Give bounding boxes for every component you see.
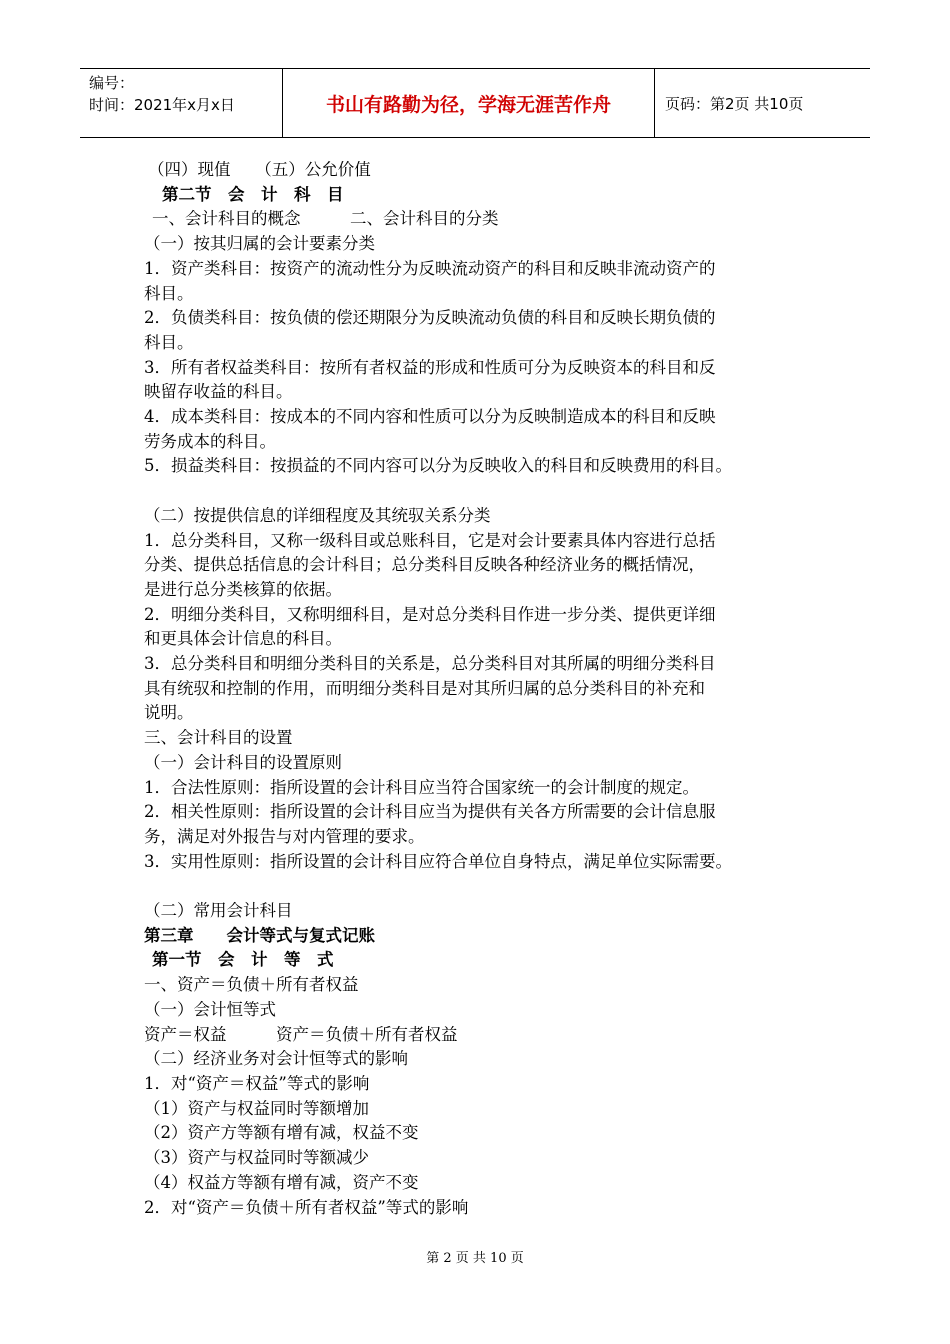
text-line: （3）资产与权益同时等额减少 <box>144 1148 369 1168</box>
document-body <box>144 158 834 1220</box>
number-label: 编号： <box>89 74 135 92</box>
text-line: 2．负债类科目：按负债的偿还期限分为反映流动负债的科目和反映长期负债的 <box>144 308 716 328</box>
text-line: 2．对“资产＝负债＋所有者权益”等式的影响 <box>144 1197 469 1217</box>
text-line: （二）常用会计科目 <box>144 901 293 921</box>
text-line: （一）会计科目的设置原则 <box>144 752 342 772</box>
text-line: 务，满足对外报告与对内管理的要求。 <box>144 826 425 846</box>
text-line: 说明。 <box>144 703 194 723</box>
text-line: 3．所有者权益类科目：按所有者权益的形成和性质可分为反映资本的科目和反 <box>144 357 716 377</box>
time-label: 时间：2021年x月x日 <box>89 96 235 114</box>
text-line: 一、资产＝负债＋所有者权益 <box>144 975 359 995</box>
text-line: 2．明细分类科目，又称明细科目，是对总分类科目作进一步分类、提供更详细 <box>144 604 716 624</box>
text-line: （2）资产方等额有增有减，权益不变 <box>144 1123 419 1143</box>
text-line: 5．损益类科目：按损益的不同内容可以分为反映收入的科目和反映费用的科目。 <box>144 456 732 476</box>
text-line: 科目。 <box>144 332 194 352</box>
text-line: （1）资产与权益同时等额增加 <box>144 1098 369 1118</box>
text-line: 映留存收益的科目。 <box>144 382 293 402</box>
text-line: 资产＝权益 资产＝负债＋所有者权益 <box>144 1024 458 1044</box>
page-footer: 第 2 页 共 10 页 <box>426 1251 524 1266</box>
text-line: （二）经济业务对会计恒等式的影响 <box>144 1049 408 1069</box>
text-line: 三、会计科目的设置 <box>144 728 293 748</box>
section-heading: 第一节 会 计 等 式 <box>152 950 334 970</box>
text-line: 具有统驭和控制的作用，而明细分类科目是对其所归属的总分类科目的补充和 <box>144 678 705 698</box>
text-line: 分类、提供总括信息的会计科目；总分类科目反映各种经济业务的概括情况， <box>144 555 705 575</box>
header-page-number: 页码：第2页 共10页 <box>665 94 804 113</box>
text-line: 4．成本类科目：按成本的不同内容和性质可以分为反映制造成本的科目和反映 <box>144 407 716 427</box>
text-line: 1．总分类科目，又称一级科目或总账科目，它是对会计要素具体内容进行总括 <box>144 530 716 550</box>
text-line: 2．相关性原则：指所设置的会计科目应当为提供有关各方所需要的会计信息服 <box>144 802 716 822</box>
text-line: （一）会计恒等式 <box>144 999 276 1019</box>
text-line: 一、会计科目的概念 二、会计科目的分类 <box>152 209 499 229</box>
text-line: 劳务成本的科目。 <box>144 431 276 451</box>
text-line: 是进行总分类核算的依据。 <box>144 579 342 599</box>
text-line: 1．资产类科目：按资产的流动性分为反映流动资产的科目和反映非流动资产的 <box>144 258 716 278</box>
header-meta <box>80 69 283 137</box>
text-line: 3．总分类科目和明细分类科目的关系是，总分类科目对其所属的明细分类科目 <box>144 654 716 674</box>
text-line: 和更具体会计信息的科目。 <box>144 629 342 649</box>
page-header <box>80 68 870 138</box>
text-line: 1．对“资产＝权益”等式的影响 <box>144 1073 370 1093</box>
section-heading: 第二节 会 计 科 目 <box>162 184 344 204</box>
blank-line <box>144 874 834 899</box>
chapter-heading: 第三章 会计等式与复式记账 <box>144 925 375 945</box>
text-line: 科目。 <box>144 283 194 303</box>
text-line: 1．合法性原则：指所设置的会计科目应当符合国家统一的会计制度的规定。 <box>144 777 699 797</box>
text-line: （二）按提供信息的详细程度及其统驭关系分类 <box>144 505 491 525</box>
text-line: （一）按其归属的会计要素分类 <box>144 234 375 254</box>
text-line: 3．实用性原则：指所设置的会计科目应符合单位自身特点，满足单位实际需要。 <box>144 851 732 871</box>
text-line: （4）权益方等额有增有减，资产不变 <box>144 1172 419 1192</box>
blank-line <box>144 479 834 504</box>
header-motto: 书山有路勤为径，学海无涯苦作舟 <box>283 69 655 137</box>
text-line: （四）现值 （五）公允价值 <box>148 160 371 179</box>
